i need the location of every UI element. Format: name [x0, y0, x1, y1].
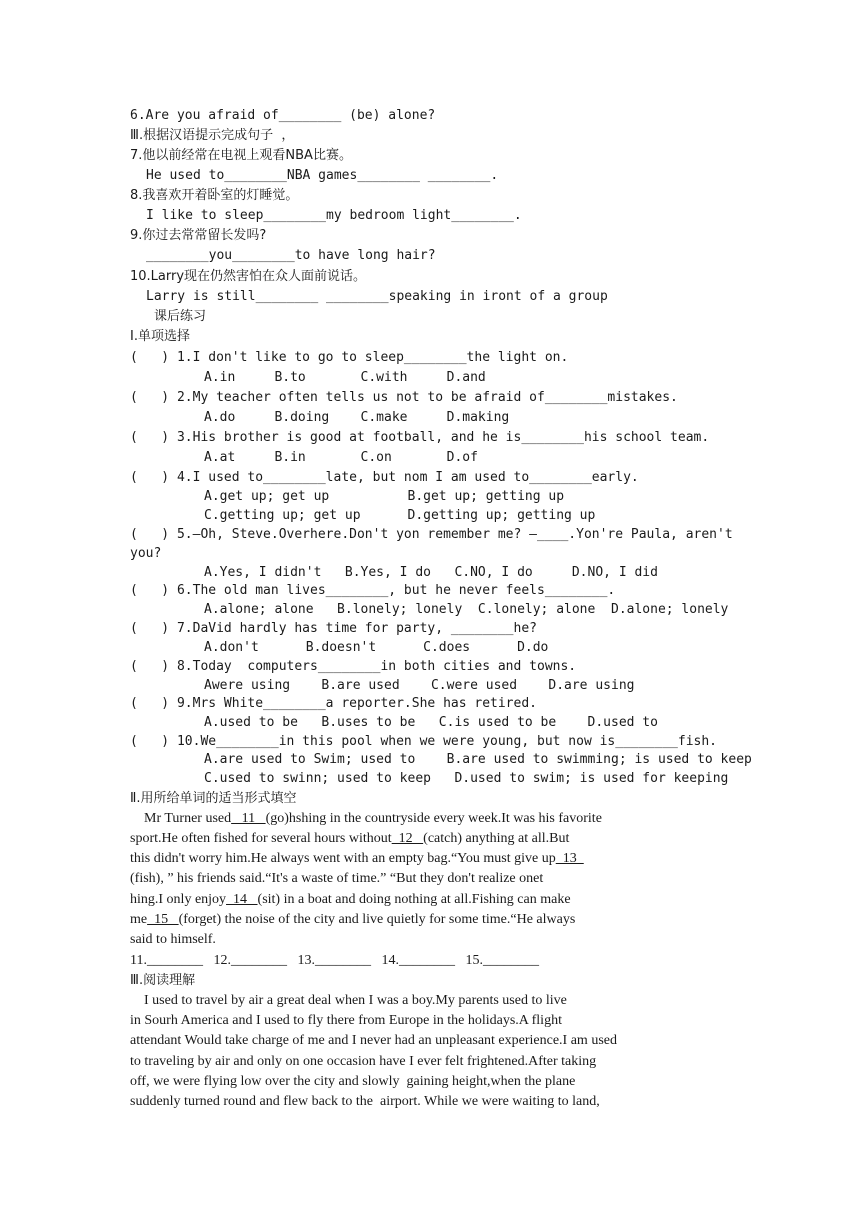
q10-chinese: 10.Larry现在仍然害怕在众人面前说话。: [130, 269, 367, 284]
mc-question: ( ) 8.Today computers________in both cities and towns.: [130, 659, 577, 674]
reading-line: off, we were flying low over the city and slowly gaining height,when the plane: [130, 1074, 576, 1089]
blank-12: 12: [391, 831, 424, 846]
q7-chinese: 7.他以前经常在电视上观看NBA比赛。: [130, 148, 352, 163]
reading-line: suddenly turned round and flew back to the airport. While we were waiting to land,: [130, 1094, 600, 1109]
mc-question: ( ) 2.My teacher often tells us not to be afraid of________mistakes.: [130, 390, 678, 405]
q8-english: I like to sleep________my bedroom light________.: [146, 208, 522, 223]
mc-question: ( ) 10.We________in this pool when we were young, but now is________fish.: [130, 734, 717, 749]
mc-question: ( ) 4.I used to________late, but nom I am used to________early.: [130, 470, 639, 485]
blank-14: 14: [226, 892, 258, 907]
q9-english: ________you________to have long hair?: [146, 248, 436, 263]
q7-english: He used to________NBA games________ ________.: [146, 168, 499, 183]
q6-line: 6.Are you afraid of________ (be) alone?: [130, 108, 436, 123]
mc-options: C.used to swinn; used to keep D.used to swim; is used for keeping: [204, 771, 729, 786]
after-class-heading: 课后练习: [154, 309, 207, 324]
cloze-line: said to himself.: [130, 932, 216, 947]
mc-options: A.do B.doing C.make D.making: [204, 410, 510, 425]
cloze-line: this didn't worry him.He always went with an empty bag.“You must give up 13: [130, 851, 584, 866]
mc-section-title: Ⅰ.单项选择: [130, 329, 190, 344]
reading-line: attendant Would take charge of me and I never had an unpleasant experience.I am used: [130, 1033, 617, 1048]
blank-13: 13: [555, 851, 584, 866]
mc-options: A.in B.to C.with D.and: [204, 370, 486, 385]
cloze-answer-blanks: 11.________ 12.________ 13.________ 14.________ 15.________: [130, 953, 539, 968]
reading-line: to traveling by air and only on one occasion have I ever felt frightened.After taking: [130, 1054, 597, 1069]
mc-options: A.don't B.doesn't C.does D.do: [204, 640, 549, 655]
mc-options: C.getting up; get up D.getting up; getting up: [204, 508, 596, 523]
cloze-line: Mr Turner used 11 (go)hshing in the countryside every week.It was his favorite: [130, 811, 602, 826]
cloze-line: sport.He often fished for several hours without 12 (catch) anything at all.But: [130, 831, 570, 846]
mc-options: A.are used to Swim; used to B.are used to swimming; is used to keep: [204, 752, 752, 767]
mc-question: ( ) 7.DaVid hardly has time for party, ________he?: [130, 621, 537, 636]
mc-question: ( ) 3.His brother is good at football, and he is________his school team.: [130, 430, 710, 445]
mc-options: A.alone; alone B.lonely; lonely C.lonely; alone D.alone; lonely: [204, 602, 729, 617]
mc-options: A.used to be B.uses to be C.is used to be D.used to: [204, 715, 658, 730]
q10-english: Larry is still________ ________speaking in iront of a group: [146, 289, 608, 304]
mc-question: ( ) 5.—Oh, Steve.Overhere.Don't yon remember me? —____.Yon're Paula, aren't: [130, 527, 733, 542]
mc-options: A.Yes, I didn't B.Yes, I do C.NO, I do D.NO, I did: [204, 565, 658, 580]
section3-title: Ⅲ.根据汉语提示完成句子 ，: [130, 128, 295, 143]
reading-section-title: Ⅲ.阅读理解: [130, 973, 196, 988]
mc-question: ( ) 6.The old man lives________, but he never feels________.: [130, 583, 616, 598]
mc-question: ( ) 9.Mrs White________a reporter.She has retired.: [130, 696, 537, 711]
reading-line: in Sourh America and I used to fly there from Europe in the holidays.A flight: [130, 1013, 562, 1028]
cloze-section-title: Ⅱ.用所给单词的适当形式填空: [130, 791, 297, 806]
q9-chinese: 9.你过去常常留长发吗?: [130, 228, 267, 243]
mc-options: A.at B.in C.on D.of: [204, 450, 478, 465]
cloze-line: me 15 (forget) the noise of the city and live quietly for some time.“He always: [130, 912, 576, 927]
cloze-line: (fish), ” his friends said.“It's a waste of time.” “But they don't realize onet: [130, 871, 544, 886]
mc-question: ( ) 1.I don't like to go to sleep________the light on.: [130, 350, 569, 365]
mc-options: A.get up; get up B.get up; getting up: [204, 489, 565, 504]
mc-options: Awere using B.are used C.were used D.are using: [204, 678, 635, 693]
blank-15: 15: [147, 912, 179, 927]
q8-chinese: 8.我喜欢开着卧室的灯睡觉。: [130, 188, 299, 203]
mc-question-continued: you?: [130, 546, 162, 561]
reading-line: I used to travel by air a great deal when I was a boy.My parents used to live: [130, 993, 567, 1008]
cloze-line: hing.I only enjoy 14 (sit) in a boat and doing nothing at all.Fishing can make: [130, 892, 571, 907]
blank-11: 11: [231, 811, 266, 826]
